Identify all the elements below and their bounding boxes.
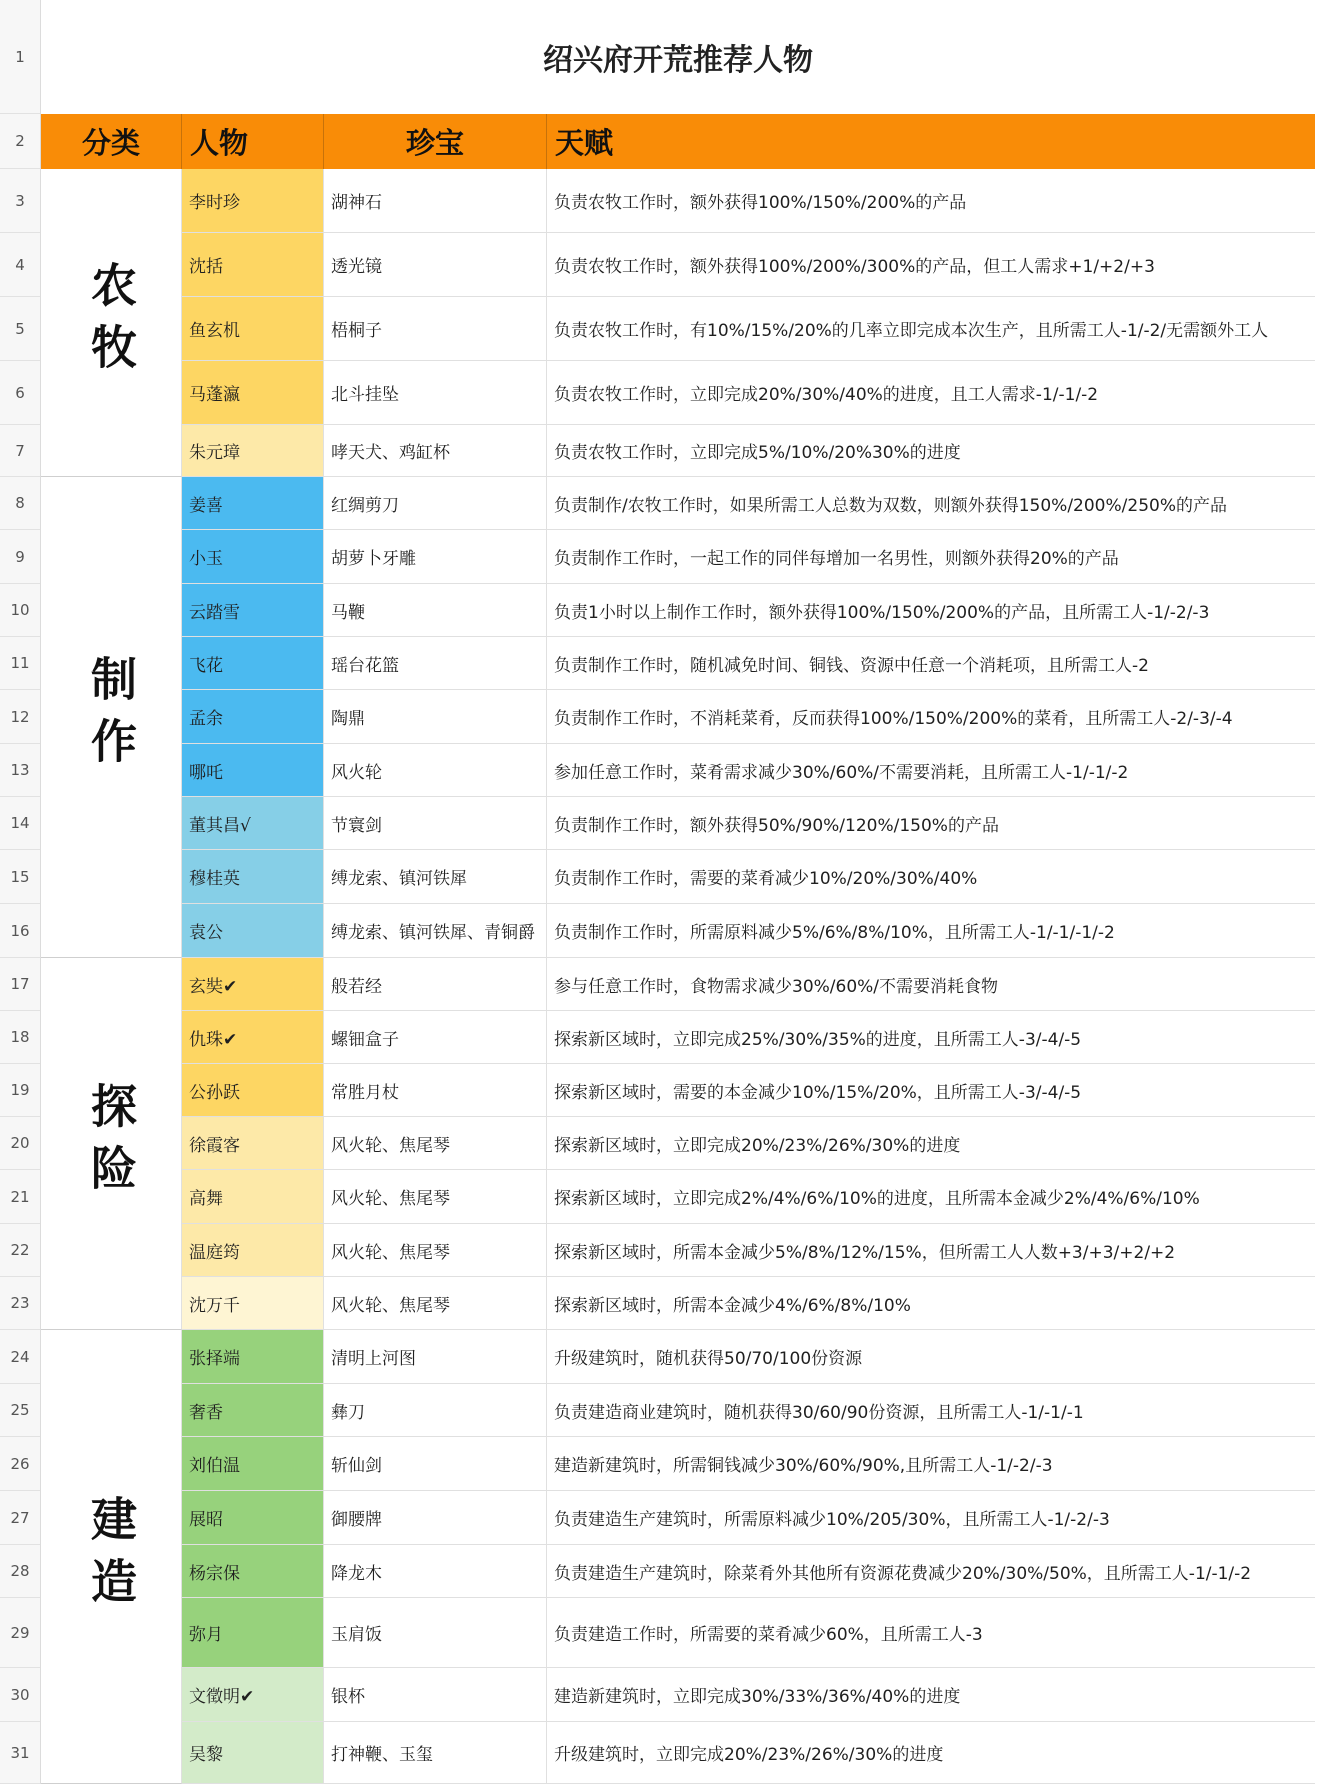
treasure-cell[interactable]: 御腰牌 [324, 1491, 547, 1545]
treasure-cell[interactable]: 斩仙剑 [324, 1437, 547, 1491]
row-number[interactable]: 27 [0, 1491, 40, 1545]
header-talent[interactable]: 天赋 [555, 126, 614, 160]
talent-cell[interactable]: 负责制作工作时，额外获得50%/90%/120%/150%的产品 [547, 797, 1315, 850]
category-label: 探险 [84, 1081, 138, 1206]
character-cell[interactable]: 杨宗保 [182, 1545, 324, 1598]
talent-cell[interactable]: 建造新建筑时，立即完成30%/33%/36%/40%的进度 [547, 1668, 1315, 1722]
talent-cell[interactable]: 负责农牧工作时，额外获得100%/150%/200%的产品 [547, 169, 1315, 233]
character-cell[interactable]: 文徵明✔ [182, 1668, 324, 1722]
row-number[interactable]: 6 [0, 361, 40, 425]
talent-cell[interactable]: 升级建筑时，随机获得50/70/100份资源 [547, 1330, 1315, 1384]
treasure-cell[interactable]: 马鞭 [324, 584, 547, 637]
treasure-cell[interactable]: 北斗挂坠 [324, 361, 547, 425]
character-cell[interactable]: 展昭 [182, 1491, 324, 1545]
treasure-cell[interactable]: 清明上河图 [324, 1330, 547, 1384]
talent-cell[interactable]: 探索新区域时，所需本金减少5%/8%/12%/15%，但所需工人人数+3/+3/+2/+2 [547, 1224, 1315, 1277]
header-character[interactable]: 人物 [182, 114, 324, 169]
treasure-cell[interactable]: 胡萝卜牙雕 [324, 530, 547, 584]
character-cell[interactable]: 徐霞客 [182, 1117, 324, 1170]
talent-cell[interactable]: 负责农牧工作时，有10%/15%/20%的几率立即完成本次生产，且所需工人-1/-2/无需额外工人 [547, 297, 1315, 361]
row-number[interactable]: 25 [0, 1384, 40, 1437]
character-cell[interactable]: 仇珠✔ [182, 1011, 324, 1064]
header-treasure[interactable]: 珍宝 [324, 114, 547, 169]
treasure-cell[interactable]: 风火轮、焦尾琴 [324, 1277, 547, 1330]
row-number[interactable]: 2 [0, 114, 40, 169]
talent-cell[interactable]: 负责农牧工作时，额外获得100%/200%/300%的产品，但工人需求+1/+2/+3 [547, 233, 1315, 297]
category-cell[interactable] [41, 169, 182, 477]
character-cell[interactable]: 温庭筠 [182, 1224, 324, 1277]
row-number[interactable]: 14 [0, 797, 40, 850]
character-cell[interactable]: 弥月 [182, 1598, 324, 1668]
row-number[interactable]: 8 [0, 477, 40, 530]
talent-cell[interactable]: 负责制作/农牧工作时，如果所需工人总数为双数，则额外获得150%/200%/250%的产品 [547, 477, 1315, 530]
category-label: 制作 [84, 655, 138, 779]
row-number[interactable]: 15 [0, 850, 40, 904]
row-number[interactable]: 24 [0, 1330, 40, 1384]
character-cell[interactable]: 高舞 [182, 1170, 324, 1224]
category-label: 建造 [84, 1494, 138, 1619]
talent-cell[interactable]: 负责制作工作时，不消耗菜肴，反而获得100%/150%/200%的菜肴，且所需工人-2/-3/-4 [547, 690, 1315, 744]
row-number[interactable]: 21 [0, 1170, 40, 1224]
talent-cell[interactable]: 参与任意工作时，食物需求减少30%/60%/不需要消耗食物 [547, 958, 1315, 1011]
treasure-cell[interactable]: 梧桐子 [324, 297, 547, 361]
row-number[interactable]: 22 [0, 1224, 40, 1277]
treasure-cell[interactable]: 缚龙索、镇河铁犀 [324, 850, 547, 904]
character-cell[interactable]: 飞花 [182, 637, 324, 690]
character-cell[interactable]: 穆桂英 [182, 850, 324, 904]
row-number[interactable]: 20 [0, 1117, 40, 1170]
treasure-cell[interactable]: 缚龙索、镇河铁犀、青铜爵 [324, 904, 547, 958]
treasure-cell[interactable]: 风火轮、焦尾琴 [324, 1117, 547, 1170]
row-number[interactable]: 30 [0, 1668, 40, 1722]
row-number[interactable]: 23 [0, 1277, 40, 1330]
row-number[interactable]: 7 [0, 425, 40, 477]
row-number[interactable]: 17 [0, 958, 40, 1011]
talent-cell[interactable]: 负责制作工作时，所需原料减少5%/6%/8%/10%，且所需工人-1/-1/-1/-2 [547, 904, 1315, 958]
character-cell[interactable]: 孟余 [182, 690, 324, 744]
character-cell[interactable]: 袁公 [182, 904, 324, 958]
character-cell[interactable]: 姜喜 [182, 477, 324, 530]
character-cell[interactable]: 张择端 [182, 1330, 324, 1384]
row-number[interactable]: 10 [0, 584, 40, 637]
treasure-cell[interactable]: 风火轮、焦尾琴 [324, 1170, 547, 1224]
talent-cell[interactable]: 负责制作工作时，一起工作的同伴每增加一名男性，则额外获得20%的产品 [547, 530, 1315, 584]
treasure-cell[interactable]: 打神鞭、玉玺 [324, 1722, 547, 1784]
character-cell[interactable]: 奢香 [182, 1384, 324, 1437]
talent-cell[interactable]: 负责农牧工作时，立即完成20%/30%/40%的进度，且工人需求-1/-1/-2 [547, 361, 1315, 425]
character-cell[interactable]: 李时珍 [182, 169, 324, 233]
talent-cell[interactable]: 负责农牧工作时，立即完成5%/10%/20%30%的进度 [547, 425, 1315, 477]
character-cell[interactable]: 刘伯温 [182, 1437, 324, 1491]
header-category[interactable]: 分类 [41, 114, 182, 169]
character-cell[interactable]: 鱼玄机 [182, 297, 324, 361]
talent-cell[interactable]: 探索新区域时，立即完成2%/4%/6%/10%的进度，且所需本金减少2%/4%/6%/10% [547, 1170, 1315, 1224]
treasure-cell[interactable]: 透光镜 [324, 233, 547, 297]
talent-cell[interactable]: 负责制作工作时，需要的菜肴减少10%/20%/30%/40% [547, 850, 1315, 904]
row-number[interactable]: 29 [0, 1598, 40, 1668]
character-cell[interactable]: 董其昌√ [182, 797, 324, 850]
character-cell[interactable]: 沈括 [182, 233, 324, 297]
treasure-cell[interactable]: 红绸剪刀 [324, 477, 547, 530]
treasure-cell[interactable]: 瑶台花篮 [324, 637, 547, 690]
treasure-cell[interactable]: 风火轮、焦尾琴 [324, 1224, 547, 1277]
row-number[interactable]: 4 [0, 233, 40, 297]
category-cell[interactable] [41, 477, 182, 958]
treasure-cell[interactable]: 风火轮 [324, 744, 547, 797]
character-cell[interactable]: 小玉 [182, 530, 324, 584]
character-cell[interactable]: 玄奘✔ [182, 958, 324, 1011]
talent-cell[interactable]: 负责建造生产建筑时，除菜肴外其他所有资源花费减少20%/30%/50%，且所需工人-1/-1/-2 [547, 1545, 1315, 1598]
character-cell[interactable]: 吴黎 [182, 1722, 324, 1784]
character-cell[interactable]: 马蓬瀛 [182, 361, 324, 425]
row-number[interactable]: 28 [0, 1545, 40, 1598]
talent-cell[interactable]: 负责制作工作时，随机减免时间、铜钱、资源中任意一个消耗项，且所需工人-2 [547, 637, 1315, 690]
treasure-cell[interactable]: 陶鼎 [324, 690, 547, 744]
character-cell[interactable]: 公孙跃 [182, 1064, 324, 1117]
row-number[interactable]: 9 [0, 530, 40, 584]
category-cell[interactable] [41, 958, 182, 1330]
row-number[interactable]: 12 [0, 690, 40, 744]
row-number[interactable]: 3 [0, 169, 40, 233]
row-number[interactable]: 13 [0, 744, 40, 797]
treasure-cell[interactable]: 螺钿盒子 [324, 1011, 547, 1064]
treasure-cell[interactable]: 常胜月杖 [324, 1064, 547, 1117]
category-cell[interactable] [41, 1330, 182, 1784]
talent-cell[interactable]: 升级建筑时，立即完成20%/23%/26%/30%的进度 [547, 1722, 1315, 1784]
talent-cell[interactable]: 探索新区域时，所需本金减少4%/6%/8%/10% [547, 1277, 1315, 1330]
treasure-cell[interactable]: 节寰剑 [324, 797, 547, 850]
row-number[interactable]: 11 [0, 637, 40, 690]
right-margin [1315, 0, 1320, 1784]
talent-cell[interactable]: 探索新区域时，立即完成20%/23%/26%/30%的进度 [547, 1117, 1315, 1170]
row-number[interactable]: 16 [0, 904, 40, 958]
treasure-cell[interactable]: 哮天犬、鸡缸杯 [324, 425, 547, 477]
row-number[interactable]: 26 [0, 1437, 40, 1491]
talent-cell[interactable]: 建造新建筑时，所需铜钱减少30%/60%/90%,且所需工人-1/-2/-3 [547, 1437, 1315, 1491]
treasure-cell[interactable]: 玉肩饭 [324, 1598, 547, 1668]
talent-cell[interactable]: 负责建造工作时，所需要的菜肴减少60%，且所需工人-3 [547, 1598, 1315, 1668]
character-cell[interactable]: 朱元璋 [182, 425, 324, 477]
treasure-cell[interactable]: 降龙木 [324, 1545, 547, 1598]
talent-cell[interactable]: 负责建造生产建筑时，所需原料减少10%/205/30%，且所需工人-1/-2/-3 [547, 1491, 1315, 1545]
treasure-cell[interactable]: 湖神石 [324, 169, 547, 233]
row-number[interactable]: 18 [0, 1011, 40, 1064]
character-cell[interactable]: 哪吒 [182, 744, 324, 797]
treasure-cell[interactable]: 彝刀 [324, 1384, 547, 1437]
treasure-cell[interactable]: 银杯 [324, 1668, 547, 1722]
category-label: 农牧 [84, 260, 138, 385]
talent-cell[interactable]: 负责1小时以上制作工作时，额外获得100%/150%/200%的产品，且所需工人-1/-2/-3 [547, 584, 1315, 637]
row-number[interactable]: 5 [0, 297, 40, 361]
row-number[interactable]: 31 [0, 1722, 40, 1784]
row-number[interactable]: 19 [0, 1064, 40, 1117]
sheet-title: 绍兴府开荒推荐人物 [41, 0, 1315, 115]
talent-cell[interactable]: 负责建造商业建筑时，随机获得30/60/90份资源，且所需工人-1/-1/-1 [547, 1384, 1315, 1437]
talent-cell[interactable]: 探索新区域时，需要的本金减少10%/15%/20%，且所需工人-3/-4/-5 [547, 1064, 1315, 1117]
talent-cell[interactable]: 探索新区域时，立即完成25%/30%/35%的进度，且所需工人-3/-4/-5 [547, 1011, 1315, 1064]
character-cell[interactable]: 沈万千 [182, 1277, 324, 1330]
talent-cell[interactable]: 参加任意工作时，菜肴需求减少30%/60%/不需要消耗，且所需工人-1/-1/-2 [547, 744, 1315, 797]
treasure-cell[interactable]: 般若经 [324, 958, 547, 1011]
row-number[interactable]: 1 [0, 0, 40, 114]
character-cell[interactable]: 云踏雪 [182, 584, 324, 637]
